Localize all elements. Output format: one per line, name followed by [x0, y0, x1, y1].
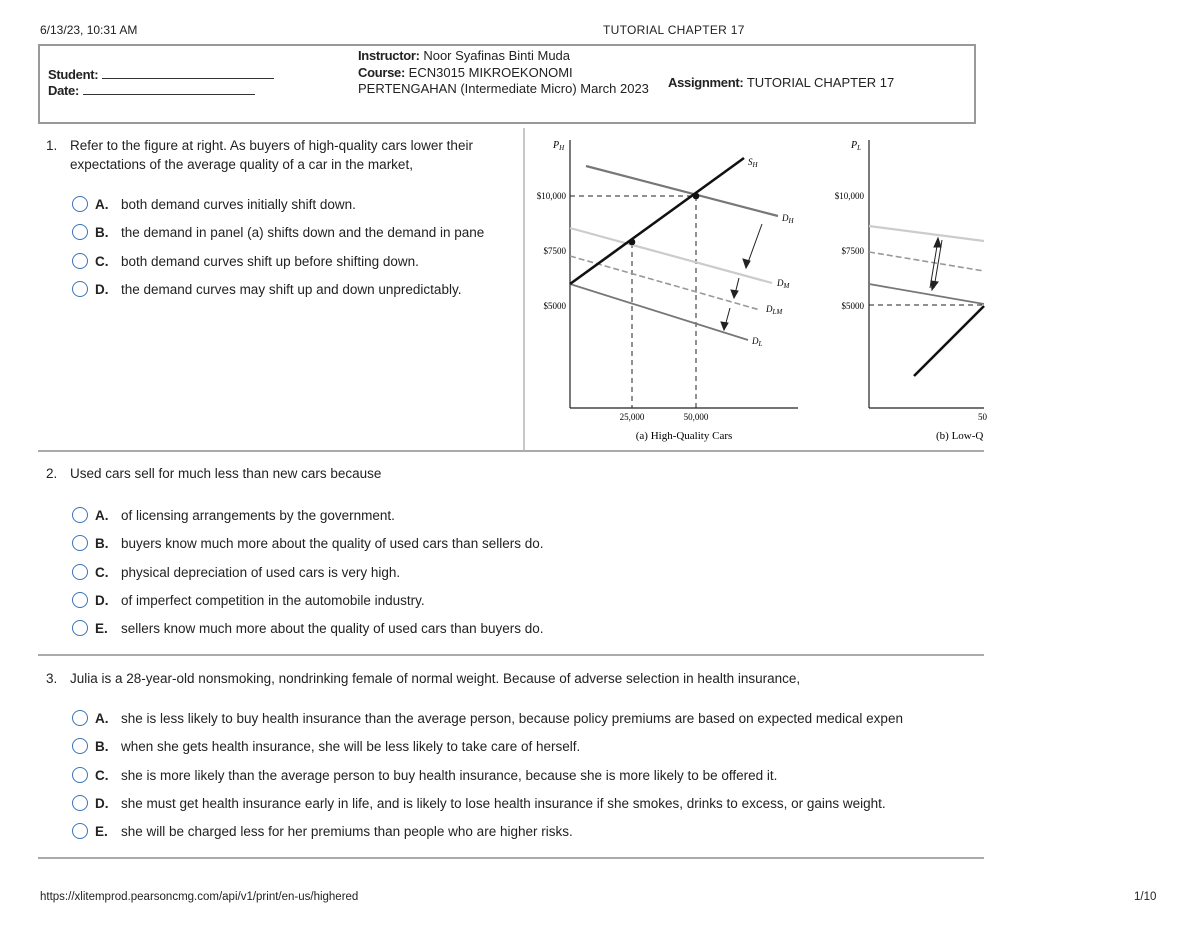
q2-option-c[interactable] — [72, 562, 400, 582]
question-divider — [38, 450, 984, 452]
radio-button[interactable] — [72, 767, 88, 783]
radio-button[interactable] — [72, 710, 88, 726]
student-field[interactable] — [102, 67, 274, 79]
option-text: she is more likely than the average person to buy health insurance, because she is more likely to be offered it. — [121, 767, 778, 783]
q3-option-b[interactable] — [72, 736, 580, 756]
supply-curve-sh — [570, 158, 744, 284]
q1-option-b[interactable] — [72, 222, 521, 242]
q1-option-a[interactable] — [72, 194, 356, 214]
assignment-info-box — [38, 44, 976, 124]
radio-button[interactable] — [72, 620, 88, 636]
question-2 — [46, 464, 381, 483]
option-text: the demand in panel (a) shifts down and the demand in pane — [121, 224, 485, 240]
student-date-block — [48, 67, 274, 99]
option-letter: A. — [95, 507, 109, 523]
option-letter: C. — [95, 767, 109, 783]
panel-b-y-tick-5000: $5000 — [841, 301, 864, 311]
radio-button[interactable] — [72, 738, 88, 754]
option-letter: C. — [95, 253, 109, 269]
question-1 — [46, 136, 521, 174]
question-3 — [46, 669, 800, 688]
panel-b-supply — [914, 306, 984, 376]
y-tick-10000: $10,000 — [536, 191, 566, 201]
panel-b-x-tick: 50 — [978, 412, 987, 422]
question-text: Julia is a 28-year-old nonsmoking, nondrinking female of normal weight. Because of adverse selection in health insurance, — [70, 671, 801, 686]
demand-curve-dl — [570, 284, 748, 340]
radio-button[interactable] — [72, 592, 88, 608]
panel-a-axes — [570, 140, 798, 408]
option-letter: E. — [95, 620, 108, 636]
label-dl: $D_L$ — [752, 336, 763, 348]
y-tick-5000: $5000 — [543, 301, 566, 311]
panel-b — [835, 140, 988, 442]
instructor-label: Instructor: — [358, 48, 420, 63]
option-text: the demand curves may shift up and down unpredictably. — [121, 281, 462, 297]
option-letter: A. — [95, 710, 109, 726]
q3-option-a[interactable] — [72, 708, 978, 728]
option-letter: D. — [95, 592, 109, 608]
option-text: she is less likely to buy health insurance than the average person, because policy premiums are based on expected medical expen — [121, 710, 903, 726]
label-sh: $S_H$ — [748, 157, 758, 169]
panel-b-demand-dm — [869, 226, 984, 241]
panel-b-y-tick-7500: $7500 — [841, 246, 864, 256]
option-text: she must get health insurance early in life, and is likely to lose health insurance if she smokes, drinks to excess, or gains weight. — [121, 795, 886, 811]
option-letter: B. — [95, 738, 109, 754]
question-divider — [38, 654, 984, 656]
radio-button[interactable] — [72, 507, 88, 523]
print-date: 6/13/23, 10:31 AM — [40, 23, 138, 37]
radio-button[interactable] — [72, 253, 88, 269]
q2-option-e[interactable] — [72, 618, 543, 638]
option-text: of licensing arrangements by the government. — [121, 507, 395, 523]
radio-button[interactable] — [72, 795, 88, 811]
option-text: she will be charged less for her premiums than people who are higher risks. — [121, 823, 573, 839]
option-letter: B. — [95, 224, 109, 240]
radio-button[interactable] — [72, 281, 88, 297]
option-text: of imperfect competition in the automobile industry. — [121, 592, 425, 608]
option-text: sellers know much more about the quality of used cars than buyers do. — [121, 620, 544, 636]
radio-button[interactable] — [72, 564, 88, 580]
demand-curve-dh — [586, 166, 778, 216]
page-number: 1/10 — [1134, 891, 1157, 903]
label-dm: $D_M$ — [777, 278, 790, 290]
radio-button[interactable] — [72, 823, 88, 839]
course-block — [358, 48, 658, 98]
question-text: Used cars sell for much less than new cars because — [70, 466, 382, 481]
x-tick-50000: 50,000 — [683, 412, 709, 422]
option-letter: C. — [95, 564, 109, 580]
q1-option-d[interactable] — [72, 279, 461, 299]
q2-option-a[interactable] — [72, 505, 395, 525]
option-letter: E. — [95, 823, 108, 839]
radio-button[interactable] — [72, 535, 88, 551]
panel-a-y-label: $P_H$ — [553, 140, 565, 152]
y-tick-7500: $7500 — [543, 246, 566, 256]
option-letter: A. — [95, 196, 109, 212]
panel-b-demand-dl — [869, 284, 984, 304]
question-number: 2. — [46, 466, 58, 481]
panel-a-caption: (a) High-Quality Cars — [635, 430, 733, 442]
lemons-market-figure — [526, 128, 987, 450]
question-divider — [38, 857, 984, 859]
option-letter: D. — [95, 281, 109, 297]
assignment-label: Assignment: — [668, 75, 744, 90]
assignment-block — [668, 75, 894, 90]
option-text: both demand curves shift up before shifting down. — [121, 253, 419, 269]
x-tick-25000: 25,000 — [619, 412, 645, 422]
demand-curve-dm — [570, 228, 772, 283]
q2-option-b[interactable] — [72, 533, 543, 553]
option-text: buyers know much more about the quality of used cars than sellers do. — [121, 535, 544, 551]
date-label: Date: — [48, 83, 80, 98]
demand-shift-arrows — [721, 224, 762, 330]
option-letter: B. — [95, 535, 109, 551]
label-dh: $D_H$ — [782, 213, 794, 225]
option-text: both demand curves initially shift down. — [121, 196, 356, 212]
question-text: Refer to the figure at right. As buyers of high-quality cars lower their expectations of the average quality of a car in the market, — [70, 138, 473, 172]
column-divider — [523, 128, 525, 450]
equilibrium-point-50000 — [693, 193, 700, 200]
option-letter: D. — [95, 795, 109, 811]
course-label: Course: — [358, 64, 406, 80]
q3-option-c[interactable] — [72, 765, 777, 785]
equilibrium-point-25000 — [629, 239, 636, 246]
footer-url: https://xlitemprod.pearsoncmg.com/api/v1/print/en-us/highered — [40, 891, 359, 903]
panel-b-y-tick-10000: $10,000 — [834, 191, 864, 201]
panel-b-demand-dlm — [869, 252, 984, 271]
q1-option-c[interactable] — [72, 251, 419, 271]
student-label: Student: — [48, 67, 99, 82]
question-number: 1. — [46, 138, 58, 153]
q3-option-d[interactable] — [72, 793, 886, 813]
q3-option-e[interactable] — [72, 821, 573, 841]
assignment-value: TUTORIAL CHAPTER 17 — [746, 75, 895, 90]
date-field[interactable] — [83, 83, 255, 95]
radio-button[interactable] — [72, 196, 88, 212]
print-title: TUTORIAL CHAPTER 17 — [603, 23, 745, 37]
course-value: ECN3015 MIKROEKONOMI PERTENGAHAN (Intermediate Micro) March 2023 — [358, 64, 649, 96]
question-number: 3. — [46, 671, 58, 686]
panel-b-y-label: $P_L$ — [851, 140, 862, 152]
panel-b-caption: (b) Low-Q — [936, 430, 984, 442]
q2-option-d[interactable] — [72, 590, 425, 610]
instructor-value: Noor Syafinas Binti Muda — [423, 48, 571, 63]
radio-button[interactable] — [72, 224, 88, 240]
option-text: when she gets health insurance, she will be less likely to take care of herself. — [121, 738, 581, 754]
label-dlm: $D_{LM}$ — [766, 304, 783, 316]
option-text: physical depreciation of used cars is very high. — [121, 564, 401, 580]
